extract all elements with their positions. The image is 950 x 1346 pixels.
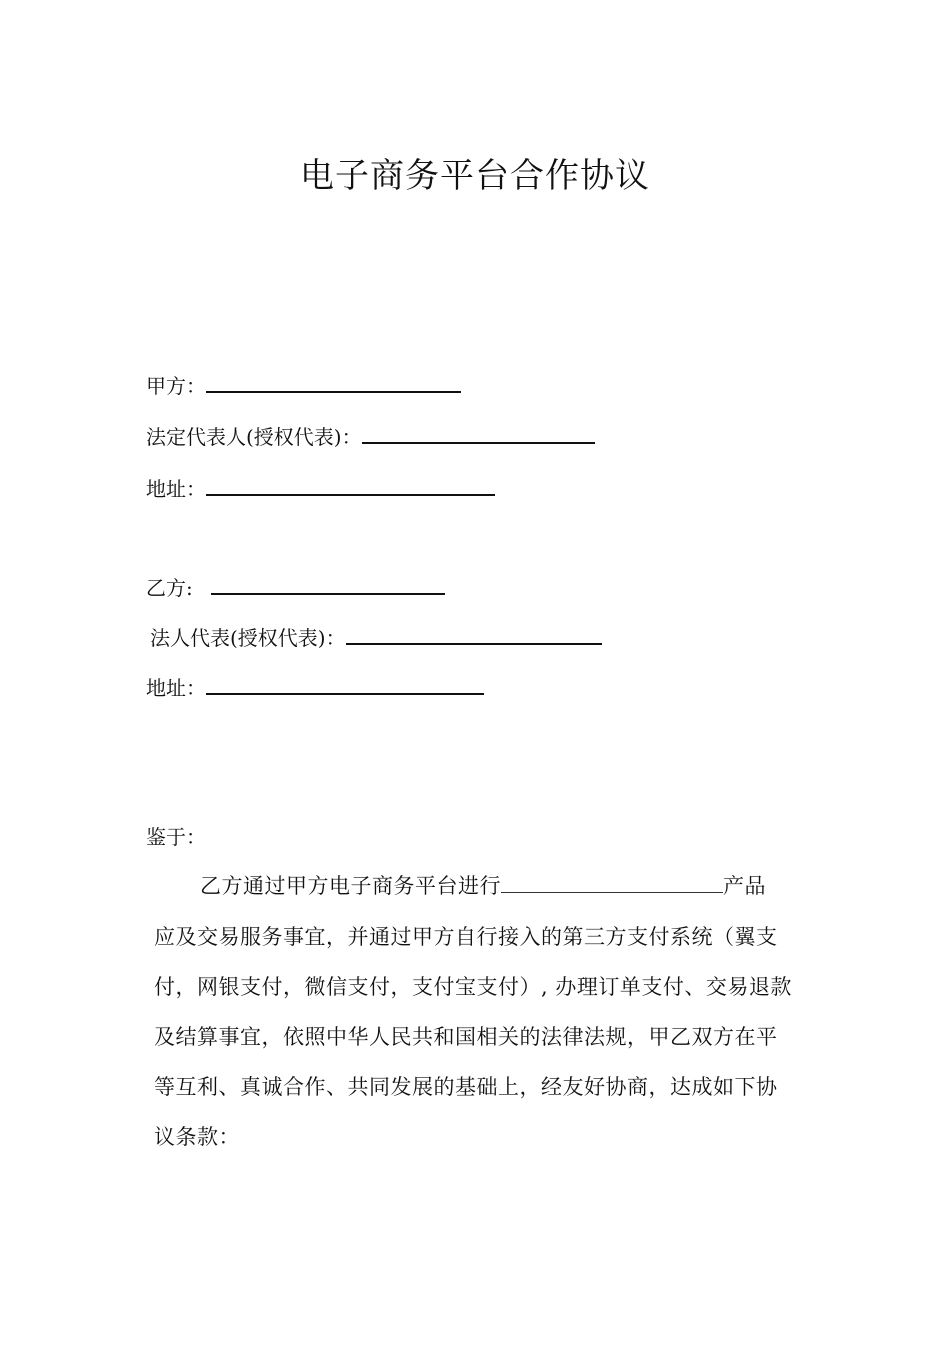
party-a-rep-field bbox=[146, 423, 595, 451]
party-a-name-field bbox=[146, 372, 461, 400]
party-a-address-field bbox=[146, 475, 495, 503]
party-b-name-field bbox=[146, 574, 445, 602]
party-b-name-label: 乙方: bbox=[146, 576, 193, 600]
recital-line-2: 应及交易服务事宜，并通过甲方自行接入的第三方支付系统（翼支 bbox=[154, 925, 778, 949]
party-a-address-label: 地址： bbox=[146, 477, 206, 501]
party-b-address-label: 地址： bbox=[146, 676, 206, 700]
party-b-address-blank[interactable] bbox=[206, 675, 484, 695]
party-b-rep-blank[interactable] bbox=[346, 625, 602, 645]
recital-line-3: 付，网银支付，微信支付，支付宝支付）, 办理订单支付、交易退款 bbox=[154, 975, 792, 999]
product-blank[interactable] bbox=[501, 872, 723, 893]
recital-line-1-after: 产品 bbox=[723, 874, 766, 898]
recital-line-1 bbox=[200, 871, 766, 901]
party-b-name-blank[interactable] bbox=[211, 575, 445, 595]
party-a-rep-blank[interactable] bbox=[362, 424, 595, 444]
party-a-name-blank[interactable] bbox=[206, 373, 461, 393]
party-a-name-label: 甲方： bbox=[146, 374, 206, 398]
party-b-rep-field bbox=[150, 624, 602, 652]
recital-line-6: 议条款： bbox=[154, 1125, 240, 1149]
recital-line-5: 等互利、真诚合作、共同发展的基础上，经友好协商，达成如下协 bbox=[154, 1075, 778, 1099]
party-b-rep-label: 法人代表(授权代表)： bbox=[150, 626, 346, 650]
recital-line-1-before: 乙方通过甲方电子商务平台进行 bbox=[200, 874, 501, 898]
party-a-address-blank[interactable] bbox=[206, 476, 495, 496]
recital-heading: 鉴于： bbox=[146, 825, 206, 849]
party-a-rep-label: 法定代表人(授权代表)： bbox=[146, 425, 362, 449]
document-title: 电子商务平台合作协议 bbox=[300, 156, 650, 196]
party-b-address-field bbox=[146, 674, 484, 702]
recital-line-4: 及结算事宜，依照中华人民共和国相关的法律法规，甲乙双方在平 bbox=[154, 1025, 778, 1049]
